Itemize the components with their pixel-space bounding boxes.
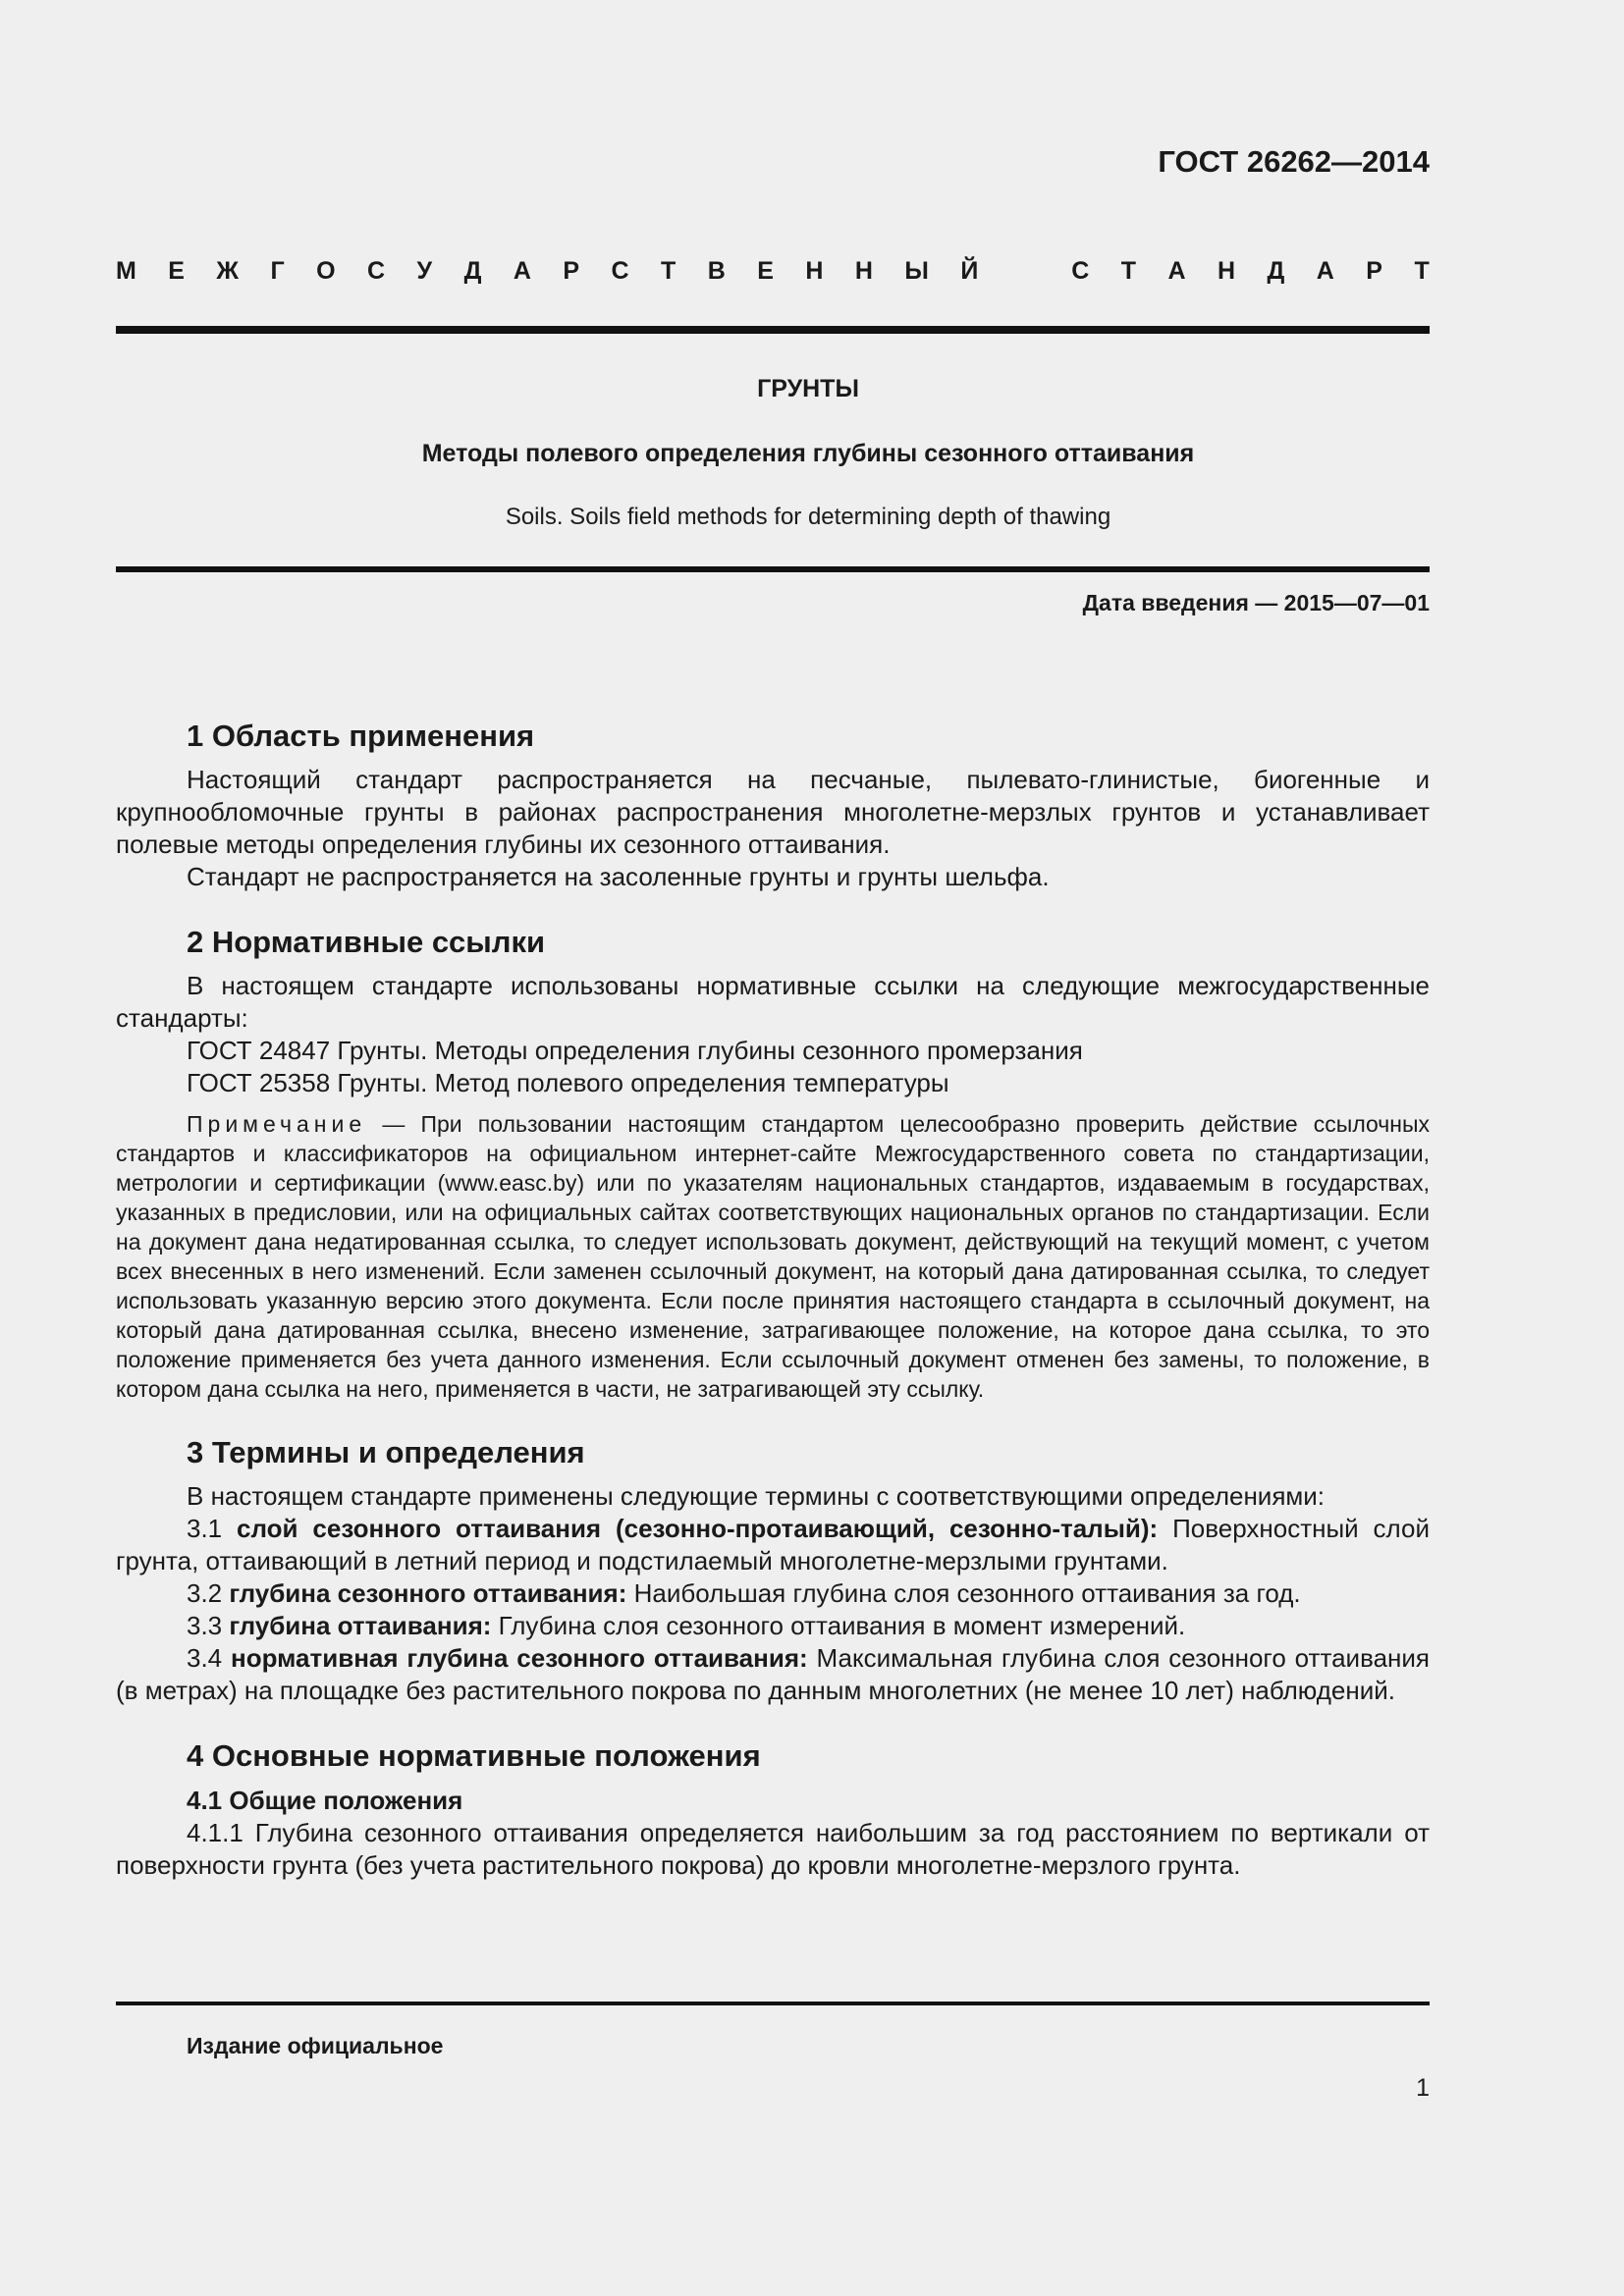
spaced-letter: Д xyxy=(463,257,482,285)
term-3-1 xyxy=(116,1513,1430,1577)
spaced-letter: Ы xyxy=(904,257,929,285)
spaced-letter: Е xyxy=(168,257,185,285)
term-number: 3.1 xyxy=(187,1514,223,1543)
section-2 xyxy=(116,921,1430,1404)
spaced-letter: У xyxy=(416,257,433,285)
section-1-paragraph-1: Настоящий стандарт распространяется на песчаные, пылевато-глинистые, биогенные и крупнообломочные грунты в районах распространения многолетне-мерзлых грунтов и устанавливает полевые методы определения глубины их сезонного оттаивания. xyxy=(116,765,1430,859)
term-number: 3.4 xyxy=(187,1643,223,1673)
term-definition: Глубина слоя сезонного оттаивания в момент измерений. xyxy=(498,1611,1186,1640)
spaced-letter: Т xyxy=(1414,257,1430,285)
term-definition: Наибольшая глубина слоя сезонного оттаивания за год. xyxy=(633,1578,1301,1608)
doc-title-english: Soils. Soils field methods for determining depth of thawing xyxy=(505,504,1111,530)
word-gap xyxy=(1010,257,1040,286)
section-2-paragraph-1: В настоящем стандарте использованы нормативные ссылки на следующие межгосударственные стандарты: xyxy=(116,971,1430,1033)
spaced-letter: С xyxy=(1071,257,1090,285)
spaced-letter: Т xyxy=(1120,257,1137,285)
spaced-letter: Т xyxy=(661,257,677,285)
spaced-letter: Г xyxy=(270,257,285,285)
spaced-letter: В xyxy=(707,257,726,285)
term-3-4 xyxy=(116,1642,1430,1707)
title-rule xyxy=(116,566,1430,572)
section-3 xyxy=(116,1431,1430,1707)
spaced-letter: Н xyxy=(854,257,873,285)
section-4-heading: 4 Основные нормативные положения xyxy=(187,1738,761,1773)
term-number: 3.3 xyxy=(187,1611,223,1640)
note-label: Примечание xyxy=(187,1111,367,1137)
spaced-letter: Й xyxy=(960,257,979,285)
spaced-letter: Ж xyxy=(216,257,240,285)
spaced-letter: Р xyxy=(1366,257,1382,285)
spaced-letter: А xyxy=(513,257,531,285)
section-3-heading: 3 Термины и определения xyxy=(187,1435,585,1469)
section-1-heading: 1 Область применения xyxy=(187,719,535,753)
spaced-letter: М xyxy=(116,257,136,285)
doc-title-sub: Методы полевого определения глубины сезонного оттаивания xyxy=(421,440,1195,467)
spaced-letter: О xyxy=(316,257,336,285)
spaced-letter: С xyxy=(367,257,386,285)
document-body xyxy=(116,715,1430,1882)
term-number: 3.2 xyxy=(187,1578,223,1608)
spaced-letter: Д xyxy=(1267,257,1285,285)
doc-title-main: ГРУНТЫ xyxy=(757,375,859,402)
section-1-paragraph-2: Стандарт не распространяется на засоленные грунты и грунты шельфа. xyxy=(187,862,1050,891)
intro-date: Дата введения — 2015—07—01 xyxy=(1082,590,1430,615)
reference-gost-25358: ГОСТ 25358 Грунты. Метод полевого определения температуры xyxy=(187,1068,949,1097)
term-name: глубина сезонного оттаивания: xyxy=(229,1578,627,1608)
term-definition: Максимальная глубина слоя сезонного оттаивания (в метрах) на площадке без растительного покрова по данным многолетних (не менее 10 лет) наблюдений. xyxy=(116,1643,1431,1705)
note xyxy=(116,1109,1430,1404)
section-3-paragraph-1: В настоящем стандарте применены следующие термины с соответствующими определениями: xyxy=(187,1481,1326,1511)
term-name: нормативная глубина сезонного оттаивания: xyxy=(231,1643,808,1673)
spaced-letter: Е xyxy=(757,257,774,285)
term-name: глубина оттаивания: xyxy=(229,1611,492,1640)
subsection-4-1-heading: 4.1 Общие положения xyxy=(187,1786,463,1815)
reference-gost-24847: ГОСТ 24847 Грунты. Методы определения глубины сезонного промерзания xyxy=(187,1036,1083,1065)
note-text: — При пользовании настоящим стандартом целесообразно проверить действие ссылочных стандартов и классификаторов на официальном интернет-сайте Межгосударственного совета по стандартизации, метрологии и сертификации (www.easc.by) или по указателям национальных стандартов, издаваемым в государствах, указанных в предисловии, или на официальных сайтах соответствующих национальных органов по стандартизации. Если на документ дана недатированная ссылка, то следует использовать документ, действующий на текущий момент, с учетом всех внесенных в него изменений. Если заменен ссылочный документ, на который дана датированная ссылка, то следует использовать указанную версию этого документа. Если после принятия настоящего стандарта в ссылочный документ, на который дана датированная ссылка, внесено изменение, затрагивающее положение, на которое дана ссылка, то это положение применяется без учета данного изменения. Если ссылочный документ отменен без замены, то положение, в котором дана ссылка на него, применяется в части, не затрагивающей эту ссылку. xyxy=(116,1111,1431,1402)
paragraph-4-1-1: 4.1.1 Глубина сезонного оттаивания определяется наибольшим за год расстоянием по вертикали от поверхности грунта (без учета растительного покрова) до кровли многолетне-мерзлого грунта. xyxy=(116,1818,1430,1880)
doc-number: ГОСТ 26262—2014 xyxy=(1158,144,1430,179)
section-2-heading: 2 Нормативные ссылки xyxy=(187,925,546,959)
page-number: 1 xyxy=(1416,2074,1430,2102)
spaced-letter: А xyxy=(1167,257,1186,285)
section-4 xyxy=(116,1735,1430,1882)
term-3-3 xyxy=(116,1610,1430,1642)
term-3-2 xyxy=(116,1577,1430,1610)
top-rule xyxy=(116,326,1430,334)
spaced-letter: Н xyxy=(805,257,824,285)
document-page xyxy=(116,0,1430,2296)
spaced-letter: Н xyxy=(1218,257,1236,285)
spaced-letter: Р xyxy=(563,257,580,285)
term-name: слой сезонного оттаивания (сезонно-протаивающий, сезонно-талый): xyxy=(237,1514,1159,1543)
spaced-letter: С xyxy=(611,257,629,285)
standard-type-heading xyxy=(116,257,1430,286)
edition-label: Издание официальное xyxy=(187,2033,444,2058)
spaced-letter: А xyxy=(1316,257,1334,285)
term-definition: Поверхностный слой грунта, оттаивающий в летний период и подстилаемый многолетне-мерзлыми грунтами. xyxy=(116,1514,1430,1575)
footer-rule xyxy=(116,2002,1430,2005)
section-1 xyxy=(116,715,1430,893)
